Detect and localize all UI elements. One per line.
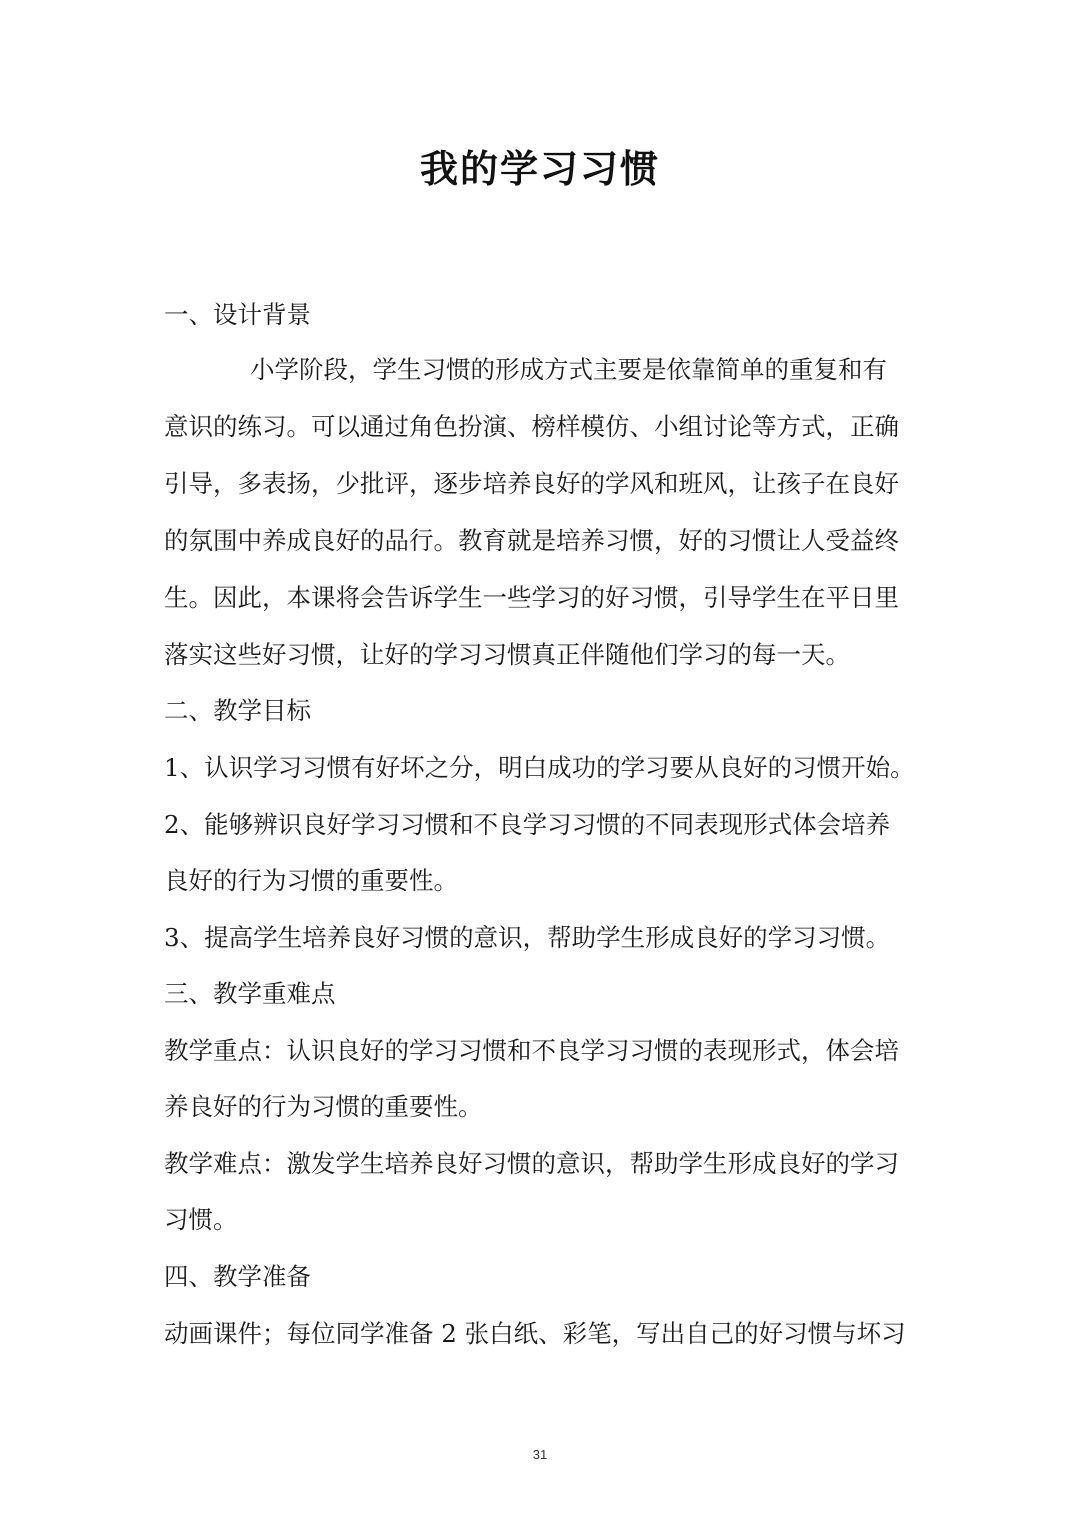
section-heading-key-points: 三、教学重难点: [164, 979, 336, 1008]
list-item: 3、提高学生培养良好习惯的意识，帮助学生形成良好的学习习惯。: [164, 923, 891, 952]
paragraph-line: 养良好的行为习惯的重要性。: [164, 1092, 483, 1121]
section-heading-background: 一、设计背景: [164, 300, 311, 329]
list-item-continuation: 良好的行为习惯的重要性。: [164, 866, 458, 895]
list-item: 1、认识学习习惯有好坏之分，明白成功的学习要从良好的习惯开始。: [164, 753, 915, 782]
paragraph-line: 教学难点：激发学生培养良好习惯的意识，帮助学生形成良好的学习: [164, 1149, 899, 1178]
paragraph-line: 习惯。: [164, 1205, 238, 1234]
paragraph-line: 小学阶段，学生习惯的形成方式主要是依靠简单的重复和有: [250, 355, 887, 384]
page-number: 31: [532, 1447, 548, 1462]
section-heading-objectives: 二、教学目标: [164, 696, 311, 725]
paragraph-line: 引导，多表扬，少批评，逐步培养良好的学风和班风，让孩子在良好: [164, 469, 899, 498]
paragraph-line: 的氛围中养成良好的品行。教育就是培养习惯，好的习惯让人受益终: [164, 526, 899, 555]
paragraph-line: 生。因此，本课将会告诉学生一些学习的好习惯，引导学生在平日里: [164, 583, 899, 612]
document-title: 我的学习习惯: [419, 146, 660, 191]
paragraph-line: 意识的练习。可以通过角色扮演、榜样模仿、小组讨论等方式，正确: [164, 412, 899, 441]
section-heading-preparation: 四、教学准备: [164, 1262, 311, 1291]
paragraph-line: 落实这些好习惯，让好的学习习惯真正伴随他们学习的每一天。: [164, 640, 850, 669]
list-item: 2、能够辨识良好学习习惯和不良学习习惯的不同表现形式体会培养: [164, 810, 891, 839]
paragraph-line: 教学重点：认识良好的学习习惯和不良学习习惯的表现形式，体会培: [164, 1036, 899, 1065]
paragraph-line: 动画课件；每位同学准备 2 张白纸、彩笔，写出自己的好习惯与坏习: [164, 1319, 906, 1348]
